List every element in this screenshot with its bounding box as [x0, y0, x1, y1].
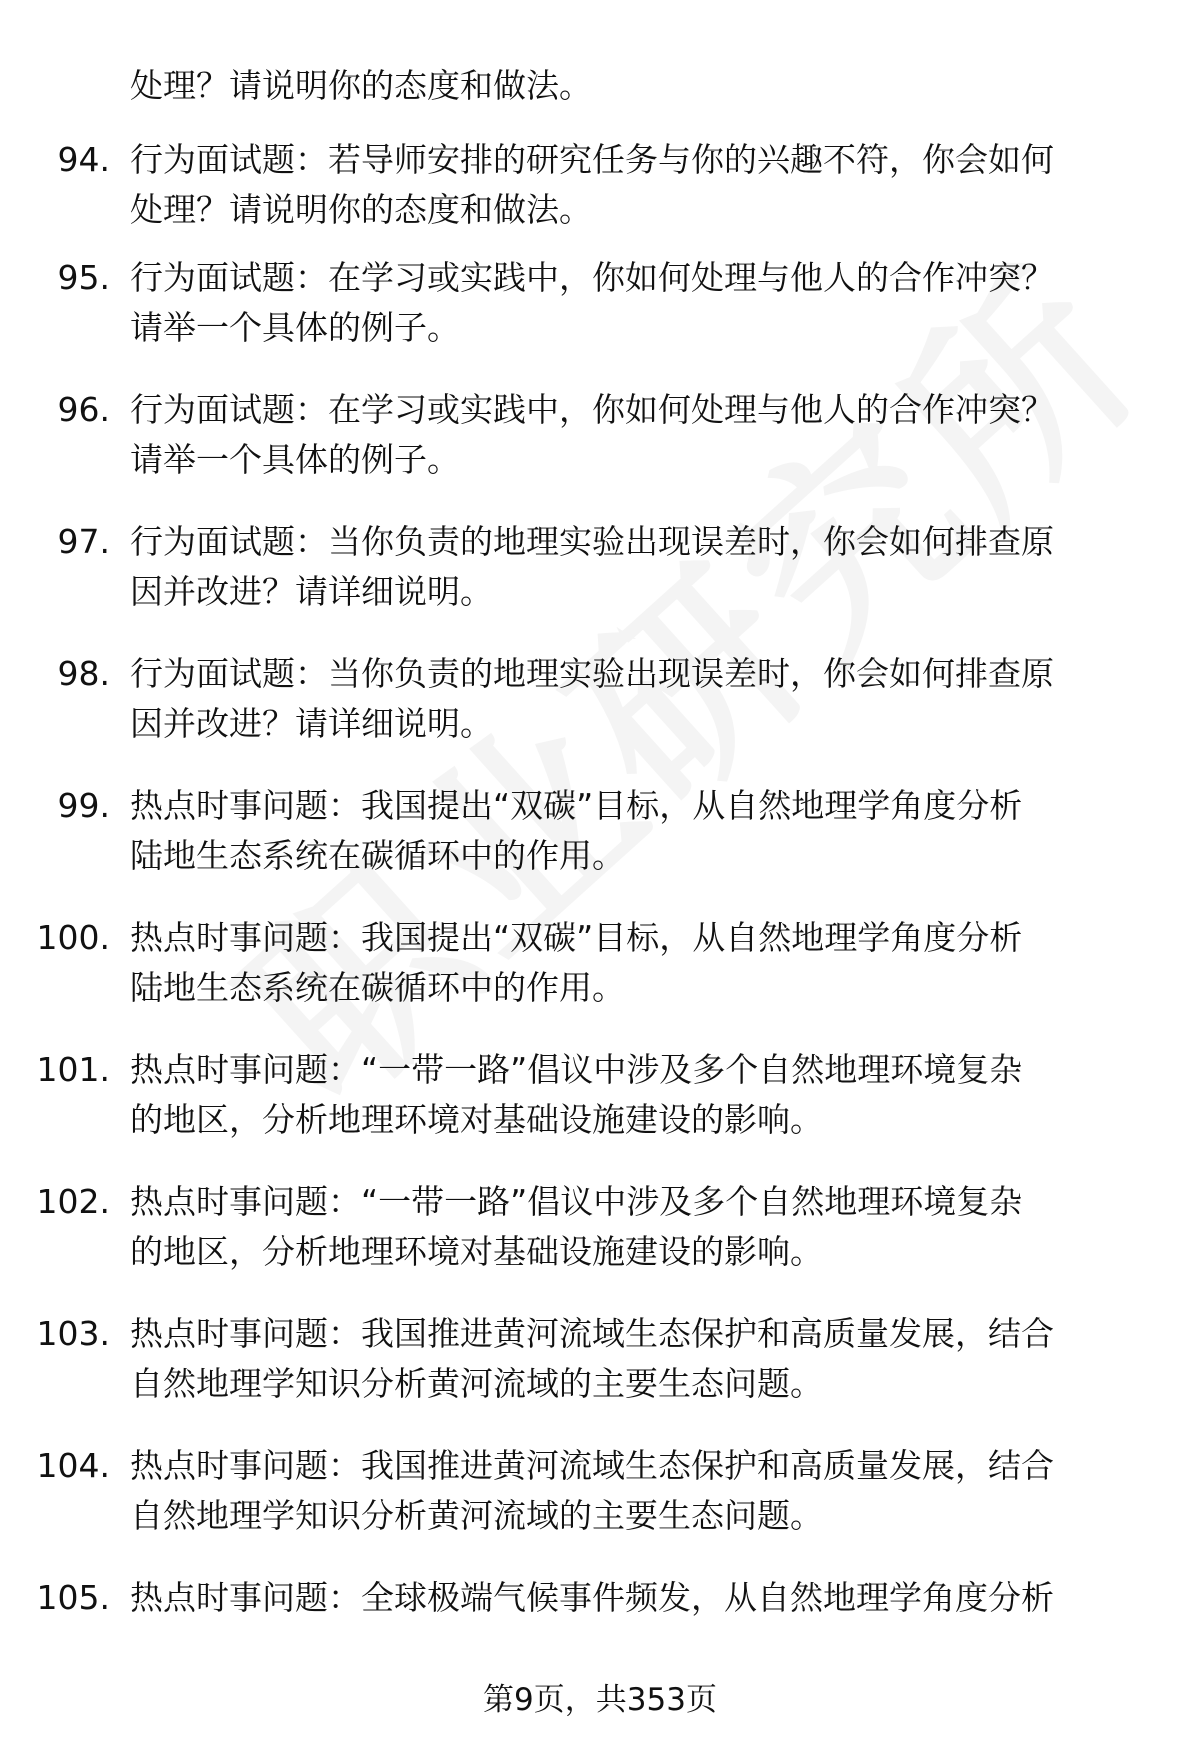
- item-text-line-2: 陆地生态系统在碳循环中的作用。: [130, 836, 625, 875]
- item-text-line-2: 的地区，分析地理环境对基础设施建设的影响。: [130, 1232, 823, 1271]
- item-number: 103.: [36, 1314, 110, 1353]
- item-text-line-1: 热点时事问题：全球极端气候事件频发，从自然地理学角度分析: [130, 1578, 1054, 1617]
- item-number: 94.: [57, 140, 110, 179]
- item-text-line-1: 行为面试题：若导师安排的研究任务与你的兴趣不符，你会如何: [130, 140, 1054, 179]
- item-text-line-1: 热点时事问题：我国推进黄河流域生态保护和高质量发展，结合: [130, 1314, 1054, 1353]
- item-text-line-2: 自然地理学知识分析黄河流域的主要生态问题。: [130, 1496, 823, 1535]
- item-text-line-2: 因并改进？请详细说明。: [130, 704, 493, 743]
- item-text-line-1: 热点时事问题：我国提出“双碳”目标，从自然地理学角度分析: [130, 786, 1023, 825]
- item-text-line-2: 自然地理学知识分析黄河流域的主要生态问题。: [130, 1364, 823, 1403]
- item-number: 98.: [57, 654, 110, 693]
- item-text-line-1: 热点时事问题：“一带一路”倡议中涉及多个自然地理环境复杂: [130, 1050, 1023, 1089]
- list-item: [0, 782, 1200, 882]
- item-text-line-2: 请举一个具体的例子。: [130, 440, 460, 479]
- page-footer: 第9页，共353页: [483, 1682, 717, 1718]
- item-text-line-1: 行为面试题：在学习或实践中，你如何处理与他人的合作冲突？: [130, 390, 1054, 429]
- list-item: [0, 1574, 1200, 1674]
- item-text-line-1: 热点时事问题：“一带一路”倡议中涉及多个自然地理环境复杂: [130, 1182, 1023, 1221]
- item-number: 102.: [36, 1182, 110, 1221]
- item-text-line-2: 请举一个具体的例子。: [130, 308, 460, 347]
- list-item: [0, 518, 1200, 618]
- continuation-line: 处理？请说明你的态度和做法。: [130, 66, 592, 105]
- item-number: 101.: [36, 1050, 110, 1089]
- item-text-line-2: 处理？请说明你的态度和做法。: [130, 190, 592, 229]
- list-item: [0, 1046, 1200, 1146]
- item-number: 104.: [36, 1446, 110, 1485]
- list-item: [0, 136, 1200, 236]
- item-number: 96.: [57, 390, 110, 429]
- item-number: 99.: [57, 786, 110, 825]
- list-item: [0, 1178, 1200, 1278]
- list-item: [0, 1310, 1200, 1410]
- item-text-line-2: 的地区，分析地理环境对基础设施建设的影响。: [130, 1100, 823, 1139]
- item-number: 100.: [36, 918, 110, 957]
- item-number: 95.: [57, 258, 110, 297]
- item-text-line-1: 行为面试题：当你负责的地理实验出现误差时，你会如何排查原: [130, 654, 1054, 693]
- list-item: [0, 386, 1200, 486]
- item-text-line-2: 因并改进？请详细说明。: [130, 572, 493, 611]
- list-item: [0, 914, 1200, 1014]
- list-item: [0, 1442, 1200, 1542]
- item-text-line-1: 行为面试题：当你负责的地理实验出现误差时，你会如何排查原: [130, 522, 1054, 561]
- item-number: 105.: [36, 1578, 110, 1617]
- list-item: [0, 650, 1200, 750]
- item-text-line-1: 行为面试题：在学习或实践中，你如何处理与他人的合作冲突？: [130, 258, 1054, 297]
- list-item: [0, 254, 1200, 354]
- item-text-line-1: 热点时事问题：我国提出“双碳”目标，从自然地理学角度分析: [130, 918, 1023, 957]
- item-text-line-2: 陆地生态系统在碳循环中的作用。: [130, 968, 625, 1007]
- item-number: 97.: [57, 522, 110, 561]
- item-text-line-1: 热点时事问题：我国推进黄河流域生态保护和高质量发展，结合: [130, 1446, 1054, 1485]
